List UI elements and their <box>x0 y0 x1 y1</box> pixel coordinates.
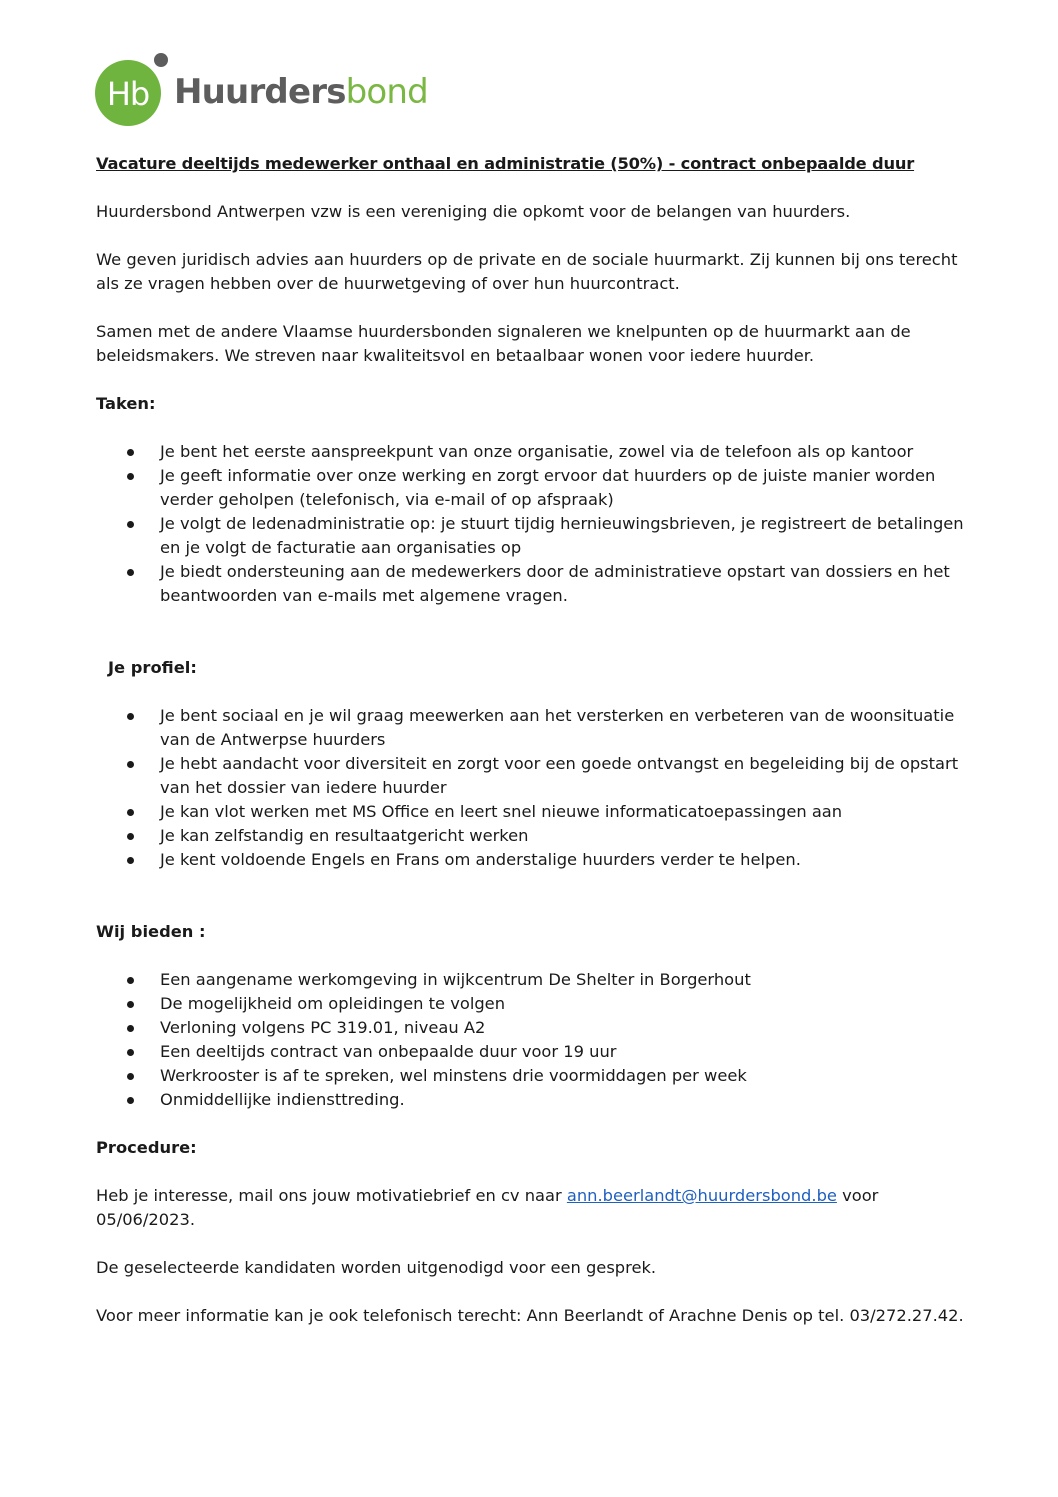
intro-paragraph-3: Samen met de andere Vlaamse huurdersbonden signaleren we knelpunten op de huurmarkt aan de beleidsmakers. We streven naar kwaliteitsvol en betaalbaar wonen voor iedere huurder. <box>96 322 911 365</box>
logo-mark-icon <box>94 52 174 130</box>
intro-paragraph-2: We geven juridisch advies aan huurders op de private en de sociale huurmarkt. Zij kunnen bij ons terecht als ze vragen hebben over de huurwetgeving of over hun huurcontract. <box>96 250 958 293</box>
bullet-icon <box>127 1049 134 1056</box>
intro-paragraph-1: Huurdersbond Antwerpen vzw is een vereniging die opkomt voor de belangen van huurders. <box>96 202 851 221</box>
bullet-icon <box>127 521 134 528</box>
list-item: Je biedt ondersteuning aan de medewerkers door de administratieve opstart van dossiers en het beantwoorden van e-mails met algemene vragen. <box>96 560 976 608</box>
procedure-heading: Procedure: <box>96 1138 197 1157</box>
list-item: Je volgt de ledenadministratie op: je stuurt tijdig hernieuwingsbrieven, je registreert de betalingen en je volgt de facturatie aan organisaties op <box>96 512 976 560</box>
procedure-apply: Heb je interesse, mail ons jouw motivatiebrief en cv naar ann.beerlandt@huurdersbond.be voor 05/06/2023. <box>96 1186 879 1229</box>
bullet-icon <box>127 473 134 480</box>
list-item: Je kan zelfstandig en resultaatgericht werken <box>96 824 976 848</box>
vacancy-title: Vacature deeltijds medewerker onthaal en administratie (50%) - contract onbepaalde duur <box>96 154 915 173</box>
list-item: Onmiddellijke indiensttreding. <box>96 1088 976 1112</box>
bullet-icon <box>127 569 134 576</box>
list-item: Je kan vlot werken met MS Office en leert snel nieuwe informaticatoepassingen aan <box>96 800 976 824</box>
bullet-icon <box>127 1073 134 1080</box>
bullet-icon <box>127 761 134 768</box>
list-item: Je bent het eerste aanspreekpunt van onze organisatie, zowel via de telefoon als op kantoor <box>96 440 976 464</box>
list-item: Een deeltijds contract van onbepaalde duur voor 19 uur <box>96 1040 976 1064</box>
bullet-icon <box>127 449 134 456</box>
list-item: De mogelijkheid om opleidingen te volgen <box>96 992 976 1016</box>
logo-wordmark: Huurdersbond <box>174 72 428 112</box>
bullet-icon <box>127 833 134 840</box>
bullet-icon <box>127 1097 134 1104</box>
list-item: Verloning volgens PC 319.01, niveau A2 <box>96 1016 976 1040</box>
list-item: Je geeft informatie over onze werking en zorgt ervoor dat huurders op de juiste manier worden verder geholpen (telefonisch, via e-mail of op afspraak) <box>96 464 976 512</box>
procedure-contact: Voor meer informatie kan je ook telefonisch terecht: Ann Beerlandt of Arachne Denis op tel. 03/272.27.42. <box>96 1306 964 1325</box>
taken-list <box>96 440 976 608</box>
email-link[interactable]: ann.beerlandt@huurdersbond.be <box>566 1186 837 1205</box>
taken-heading: Taken: <box>96 394 156 413</box>
list-item: Je bent sociaal en je wil graag meewerken aan het versterken en verbeteren van de woonsituatie van de Antwerpse huurders <box>96 704 976 752</box>
bullet-icon <box>127 1025 134 1032</box>
bullet-icon <box>127 977 134 984</box>
bullet-icon <box>127 713 134 720</box>
list-item: Je hebt aandacht voor diversiteit en zorgt voor een goede ontvangst en begeleiding bij de opstart van het dossier van iedere huurder <box>96 752 976 800</box>
profiel-heading: Je profiel: <box>108 658 197 677</box>
list-item: Een aangename werkomgeving in wijkcentrum De Shelter in Borgerhout <box>96 968 976 992</box>
huurdersbond-logo <box>94 52 434 130</box>
procedure-invite: De geselecteerde kandidaten worden uitgenodigd voor een gesprek. <box>96 1258 657 1277</box>
bullet-icon <box>127 1001 134 1008</box>
bieden-list <box>96 968 976 1112</box>
list-item: Werkrooster is af te spreken, wel minstens drie voormiddagen per week <box>96 1064 976 1088</box>
document-body <box>96 152 976 1352</box>
bullet-icon <box>127 809 134 816</box>
svg-text:Hb: Hb <box>106 75 150 113</box>
list-item: Je kent voldoende Engels en Frans om anderstalige huurders verder te helpen. <box>96 848 976 872</box>
profiel-list <box>96 704 976 872</box>
bullet-icon <box>127 857 134 864</box>
bieden-heading: Wij bieden : <box>96 922 206 941</box>
